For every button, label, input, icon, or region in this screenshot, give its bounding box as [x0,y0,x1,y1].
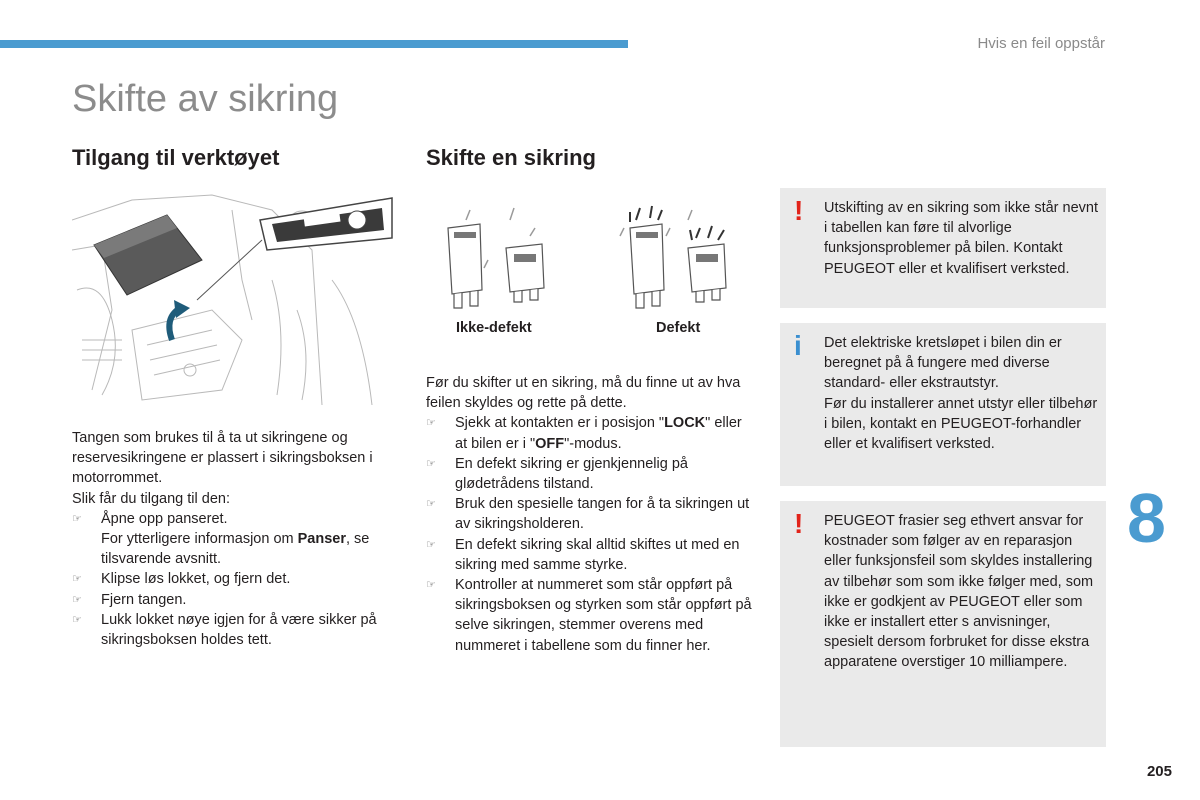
chapter-number: 8 [1127,479,1166,557]
top-accent-bar [0,40,628,48]
list-item: ☞ Lukk lokket nøye igjen for å være sikker på sikringsboksen holdes tett. [72,611,377,649]
label-not-defective: Ikke-defekt [456,320,532,336]
label-defective: Defekt [656,320,701,336]
info-note-text-2: Før du installerer annet utstyr eller tilbehør i bilen, kontakt en PEUGEOT-forhandler eller et kvalifisert verksted. [824,395,1098,453]
pointer-icon: ☞ [426,579,436,592]
warning-icon: ! [794,195,804,226]
pointer-icon: ☞ [426,457,436,470]
pointer-icon: ☞ [426,417,436,430]
tool-access-intro: Tangen som brukes til å ta ut sikringene og reservesikringene er plassert i sikringsboksen i motorrommet. [72,430,373,487]
list-item: ☞ Kontroller at nummeret som står oppført på sikringsboksen og styrken som står oppført på selve sikringen, stemmer overens med nummeret i tabellene som du finner her. [426,577,752,654]
pointer-icon: ☞ [72,613,82,626]
pointer-icon: ☞ [72,573,82,586]
pointer-icon: ☞ [426,498,436,511]
list-item: ☞ En defekt sikring skal alltid skiftes ut med en sikring med samme styrke. [426,536,740,573]
liability-note-text: PEUGEOT frasier seg ethvert ansvar for kostnader som følger av en reparasjon eller funksjonsfeil som skyldes installering av tilbehør som som ikke følger med, som ikke er godkjent av PEUGEOT eller som ikke er installert etter s anvisninger, spesielt dersom forbruket for disse ekstra apparatene overstiger 10 milliampere. [824,513,1094,671]
pointer-icon: ☞ [426,538,436,551]
warning-note-liability [780,501,1106,747]
tool-access-lead: Slik får du tilgang til den: [72,490,230,507]
tool-access-text [72,428,402,650]
page-title: Skifte av sikring [72,78,339,120]
warning-note-text: Utskifting av en sikring som ikke står nevnt i tabellen kan føre til alvorlige funksjonsproblemer på bilen. Kontakt PEUGEOT eller et kvalifisert verksted. [824,200,1098,277]
warning-note-fuse [780,188,1106,308]
list-item: ☞ Fjern tangen. [72,590,402,610]
list-item: ☞ Bruk den spesielle tangen for å ta sikringen ut av sikringsholderen. [426,496,750,533]
change-fuse-text [426,373,756,656]
bonnet-reference: Panser [297,531,346,548]
section-title: Hvis en feil oppstår [977,35,1105,52]
info-note-text: Det elektriske kretsløpet i bilen din er beregnet på å fungere med diverse standard- eller ekstrautstyr. [824,335,1062,392]
info-note-electrical [780,323,1106,486]
list-item: ☞ Klipse løs lokket, og fjern det. [72,569,402,589]
list-item: ☞ En defekt sikring er gjenkjennelig på glødetrådens tilstand. [426,455,688,493]
fuse-comparison-illustration [430,198,730,318]
list-item: ☞ Åpne opp panseret. For ytterligere informasjon om Panser, se tilsvarende avsnitt. [72,510,370,568]
warning-icon: ! [794,508,804,539]
pointer-icon: ☞ [72,593,82,606]
page-number: 205 [1146,763,1172,780]
engine-bay-illustration [72,190,394,405]
change-fuse-intro: Før du skifter ut en sikring, må du finne ut av hva feilen skyldes og rette på dette. [426,375,741,412]
heading-change-fuse: Skifte en sikring [426,145,596,170]
info-icon: i [794,330,802,361]
heading-tool-access: Tilgang til verktøyet [72,145,280,170]
list-item: ☞ Sjekk at kontakten er i posisjon "LOCK" eller at bilen er i "OFF"-modus. [426,415,742,452]
pointer-icon: ☞ [72,512,82,525]
